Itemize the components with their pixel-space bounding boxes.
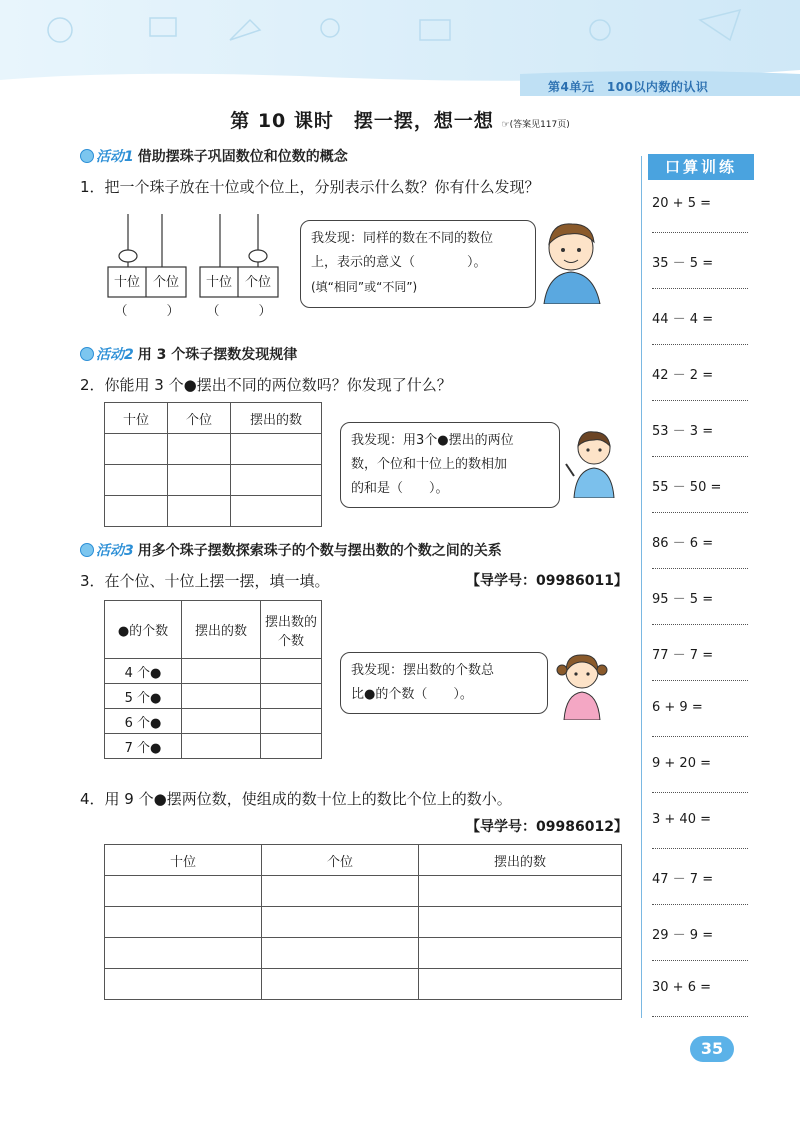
q3-cell[interactable]: [261, 684, 322, 709]
bulb-icon: [80, 149, 94, 163]
drill-answer-line[interactable]: [652, 718, 748, 737]
drill-item: [652, 420, 748, 457]
q2-cell[interactable]: [231, 434, 322, 465]
bulb-icon: [80, 543, 94, 557]
q2-cell[interactable]: [231, 496, 322, 527]
activity-3-text: 用多个珠子摆数探索珠子的个数与摆出数的个数之间的关系: [137, 543, 502, 559]
q2-header-tens: 十位: [105, 403, 168, 434]
drill-item: [652, 924, 748, 961]
drill-answer-line[interactable]: [652, 214, 748, 233]
question-3: 3．在个位、十位上摆一摆，填一填。: [80, 572, 330, 590]
drill-answer-line[interactable]: [652, 998, 748, 1017]
bulb-icon: [80, 347, 94, 361]
q2-speech-bubble: 我发现：用3个●摆出的两位 数，个位和十位上的数相加 的和是（ ）。: [340, 422, 560, 508]
drill-expression: 47 － 7 =: [652, 872, 714, 887]
drill-answer-line[interactable]: [652, 270, 748, 289]
drill-answer-line[interactable]: [652, 550, 748, 569]
drill-expression: 95 － 5 =: [652, 592, 714, 607]
q3-cell[interactable]: [182, 684, 261, 709]
drill-item: [652, 644, 748, 681]
q3-cell[interactable]: [261, 659, 322, 684]
q4-cell[interactable]: [105, 969, 262, 1000]
drill-expression: 53 － 3 =: [652, 424, 714, 439]
drill-expression: 20 + 5 =: [652, 196, 711, 211]
q4-cell[interactable]: [262, 969, 419, 1000]
drill-answer-line[interactable]: [652, 886, 748, 905]
q4-cell[interactable]: [419, 876, 622, 907]
q2-cell[interactable]: [231, 465, 322, 496]
drill-expression: 86 － 6 =: [652, 536, 714, 551]
q3-header-number: 摆出的数: [182, 601, 261, 659]
activity-3-heading: [80, 540, 502, 560]
boy-illustration: [536, 212, 606, 304]
girl-illustration: [552, 650, 612, 720]
q4-cell[interactable]: [262, 907, 419, 938]
drill-answer-line[interactable]: [652, 494, 748, 513]
abacus-1-tens: 十位: [113, 275, 140, 290]
drill-answer-line[interactable]: [652, 662, 748, 681]
drill-answer-line[interactable]: [652, 326, 748, 345]
q4-cell[interactable]: [262, 938, 419, 969]
drill-expression: 55 － 50 =: [652, 480, 722, 495]
q2-cell[interactable]: [168, 434, 231, 465]
abacus-2-tens: 十位: [205, 275, 232, 290]
drill-item: [652, 476, 748, 513]
activity-2-text: 用 3 个珠子摆数发现规律: [137, 347, 298, 363]
q4-reference-number: 【导学号：09986012】: [466, 819, 628, 835]
question-1: 1．把一个珠子放在十位或个位上，分别表示什么数？你有什么发现？: [80, 178, 540, 196]
q3-cell[interactable]: [261, 734, 322, 759]
drill-item: [652, 980, 748, 1017]
drill-answer-line[interactable]: [652, 942, 748, 961]
drill-answer-line[interactable]: [652, 382, 748, 401]
q4-cell[interactable]: [262, 876, 419, 907]
sidebar-title: 口算训练: [648, 154, 754, 180]
q4-header-ones: 个位: [262, 845, 419, 876]
drill-answer-line[interactable]: [652, 438, 748, 457]
activity-3-badge: 活动3: [80, 540, 134, 560]
q4-table: [104, 844, 622, 1000]
abacus-1-ones: 个位: [152, 275, 179, 290]
q2-header-ones: 个位: [168, 403, 231, 434]
q4-header-tens: 十位: [105, 845, 262, 876]
unit-label: 第4单元 100以内数的认识: [548, 80, 709, 94]
q3-header-amount: 摆出数的个数: [261, 601, 322, 659]
q3-table: [104, 600, 322, 759]
drill-item: [652, 364, 748, 401]
q3-cell[interactable]: [182, 709, 261, 734]
q4-cell[interactable]: [105, 907, 262, 938]
answer-note: ☞(答案见117页): [501, 120, 570, 130]
activity-1-badge: 活动1: [80, 146, 134, 166]
abacus-2-ones: 个位: [244, 275, 271, 290]
sidebar-divider: [641, 156, 642, 1018]
q2-cell[interactable]: [168, 465, 231, 496]
drill-answer-line[interactable]: [652, 606, 748, 625]
q4-cell[interactable]: [419, 969, 622, 1000]
q2-header-number: 摆出的数: [231, 403, 322, 434]
activity-2-heading: [80, 344, 297, 364]
drill-expression: 35 － 5 =: [652, 256, 714, 271]
drill-expression: 3 + 40 =: [652, 812, 711, 827]
drill-expression: 42 － 2 =: [652, 368, 714, 383]
q3-row-label: 4 个●: [105, 659, 182, 684]
drill-expression: 9 + 20 =: [652, 756, 711, 771]
activity-2-badge: 活动2: [80, 344, 134, 364]
q3-speech-bubble: 我发现：摆出数的个数总 比●的个数（ ）。: [340, 652, 548, 714]
q2-table: [104, 402, 322, 527]
q3-header-count: ●的个数: [105, 601, 182, 659]
question-4: 4．用 9 个●摆两位数，使组成的数十位上的数比个位上的数小。: [80, 790, 512, 808]
q2-cell[interactable]: [168, 496, 231, 527]
abacus-1-answer[interactable]: （ ）: [114, 304, 180, 319]
q3-row-label: 7 个●: [105, 734, 182, 759]
drill-answer-line[interactable]: [652, 774, 748, 793]
lesson-title: [0, 106, 800, 133]
drill-expression: 44 － 4 =: [652, 312, 714, 327]
q3-cell[interactable]: [182, 734, 261, 759]
drill-item: [652, 812, 748, 849]
question-2: 2．你能用 3 个●摆出不同的两位数吗？你发现了什么？: [80, 376, 452, 394]
drill-expression: 77 － 7 =: [652, 648, 714, 663]
q4-cell[interactable]: [105, 938, 262, 969]
drill-answer-line[interactable]: [652, 830, 748, 849]
drill-expression: 30 + 6 =: [652, 980, 711, 995]
q4-cell[interactable]: [105, 876, 262, 907]
drill-expression: 29 － 9 =: [652, 928, 714, 943]
drill-expression: 6 + 9 =: [652, 700, 703, 715]
drill-item: [652, 756, 748, 793]
q1-speech-bubble: 我发现：同样的数在不同的数位 上，表示的意义（ ）。 (填“相同”或“不同”): [300, 220, 536, 308]
drill-item: [652, 588, 748, 625]
q3-cell[interactable]: [261, 709, 322, 734]
q4-cell[interactable]: [419, 907, 622, 938]
q2-cell[interactable]: [105, 434, 168, 465]
q4-header-number: 摆出的数: [419, 845, 622, 876]
q2-cell[interactable]: [105, 496, 168, 527]
q3-row-label: 5 个●: [105, 684, 182, 709]
page-number: 35: [690, 1036, 734, 1062]
q4-cell[interactable]: [419, 938, 622, 969]
lesson-title-text: 第 10 课时 摆一摆，想一想: [230, 110, 494, 132]
drill-item: [652, 868, 748, 905]
drill-item: [652, 532, 748, 569]
abacus-2-answer[interactable]: （ ）: [206, 304, 272, 319]
drill-item: [652, 196, 748, 233]
q3-reference-number: 【导学号：09986011】: [466, 573, 628, 589]
q3-cell[interactable]: [182, 659, 261, 684]
drill-item: [652, 700, 748, 737]
boy-pointing-illustration: [564, 426, 624, 498]
activity-1-heading: [80, 146, 348, 166]
q2-cell[interactable]: [105, 465, 168, 496]
q3-row-label: 6 个●: [105, 709, 182, 734]
drill-item: [652, 308, 748, 345]
activity-1-text: 借助摆珠子巩固数位和位数的概念: [137, 149, 348, 165]
drill-item: [652, 252, 748, 289]
